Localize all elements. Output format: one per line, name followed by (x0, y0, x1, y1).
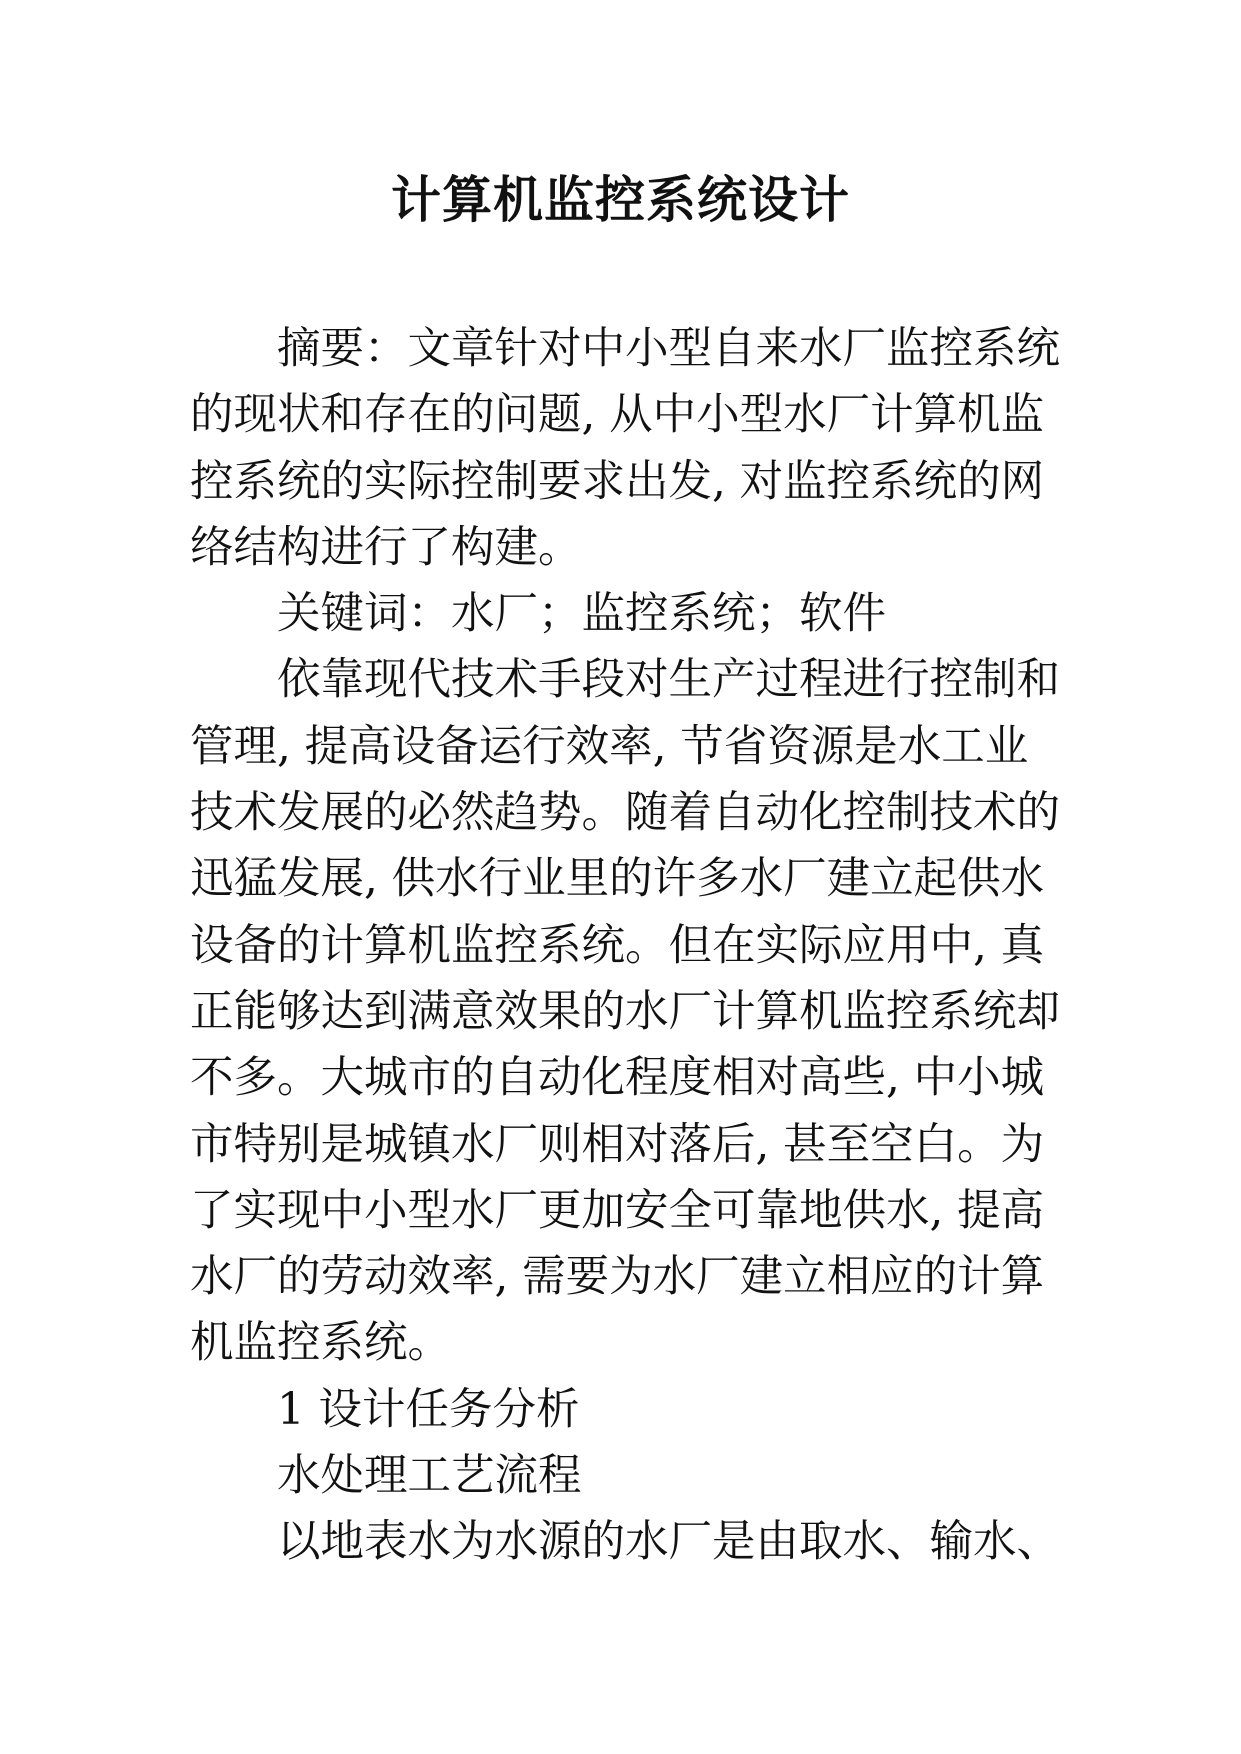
keywords-paragraph: 关键词：水厂；监控系统；软件 (277, 589, 886, 640)
document-body (190, 316, 1060, 1576)
abstract-paragraph: 摘要：文章针对中小型自来水厂监控系统的现状和存在的问题, 从中小型水厂计算机监控系统的实际控制要求出发, 对监控系统的网络结构进行了构建。 (190, 324, 1060, 573)
intro-paragraph: 依靠现代技术手段对生产过程进行控制和管理, 提高设备运行效率, 节省资源是水工业技术发展的必然趋势。随着自动化控制技术的迅猛发展, 供水行业里的许多水厂建立起供水设备的计算机监控系统。但在实际应用中, 真正能够达到满意效果的水厂计算机监控系统却不多。大城市的自动化程度相对高些, 中小城市特别是城镇水厂则相对落后, 甚至空白。为了实现中小型水厂更加安全可靠地供水, 提高水厂的劳动效率, 需要为水厂建立相应的计算机监控系统。 (190, 655, 1060, 1369)
body-paragraph: 以地表水为水源的水厂是由取水、输水、 (277, 1517, 1060, 1568)
section-heading: 1 设计任务分析 (277, 1384, 580, 1435)
subsection-heading: 水处理工艺流程 (277, 1451, 582, 1502)
document-title: 计算机监控系统设计 (391, 171, 850, 229)
